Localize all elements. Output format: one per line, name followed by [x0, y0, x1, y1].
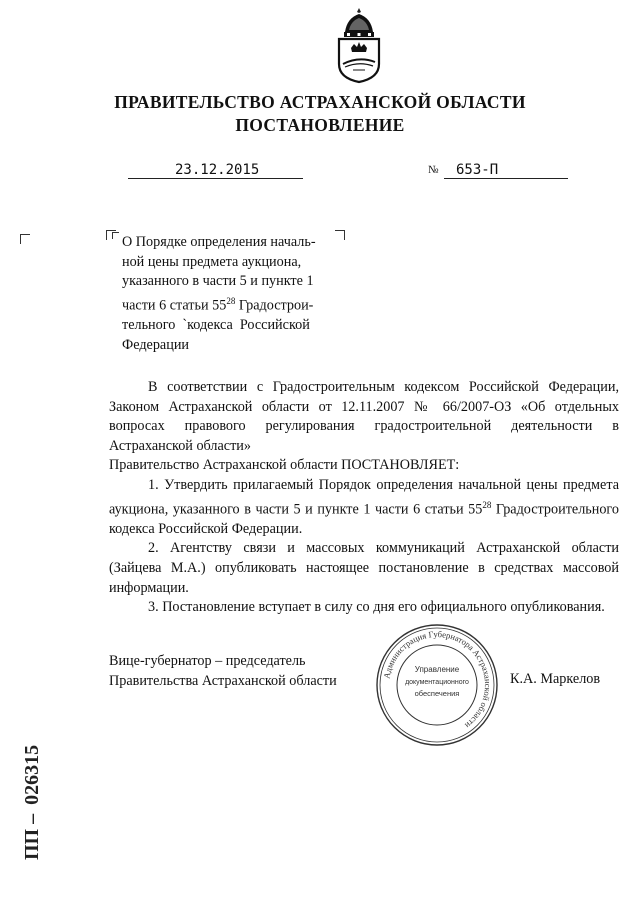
number-underline: [444, 178, 568, 179]
document-number: 653-П: [456, 162, 499, 178]
number-sign: №: [428, 164, 439, 176]
signer-title-line: Правительства Астраханской области: [109, 672, 337, 689]
margin-corner-mark: [20, 234, 30, 244]
item-1-paragraph: 1. Утвердить прилагаемый Порядок определения начальной цены предмета аукциона, указанного в части 5 и пункте 1 части 6 статьи $55^{28}$ Градостроительного кодекса Российской Федерации.: [109, 476, 619, 537]
coat-of-arms-emblem: [329, 6, 389, 84]
stamp-center-line: документационного: [405, 679, 469, 686]
signer-name: К.А. Маркелов: [510, 671, 601, 687]
subject-line: ной цены предмета аукциона,: [122, 253, 302, 270]
preamble-paragraph: В соответствии с Градостроительным кодексом Российской Федерации, Законом Астраханской области от 12.11.2007 № 66/2007-ОЗ «Об отдельных вопросах правового регулирования градостроительной деятельности в Астраханской области»: [109, 379, 619, 454]
stamp-center-line: Управление: [414, 665, 460, 674]
item-2-paragraph: 2. Агентству связи и массовых коммуникаций Астраханской области (Зайцева М.А.) опубликовать настоящее постановление в средствах массовой информации.: [109, 540, 619, 596]
item-3-paragraph: 3. Постановление вступает в силу со дня его официального опубликования.: [148, 599, 605, 616]
subject-line: О Порядке определения началь-: [122, 234, 316, 250]
stamp-center-line: обеспечения: [414, 689, 460, 698]
date-underline: [128, 178, 303, 179]
signer-title-line: Вице-губернатор – председатель: [109, 653, 306, 669]
document-subject: [122, 233, 336, 355]
resolves-paragraph: Правительство Астраханской области ПОСТАНОВЛЯЕТ:: [109, 457, 460, 474]
serial-number: 026315: [21, 744, 43, 805]
signer-title: [109, 652, 337, 691]
document-date: 23.12.2015: [175, 162, 260, 178]
serial-prefix: ПП –: [21, 813, 43, 860]
stamp-ring-text: Администрация Губернатора Астраханской области: [381, 628, 494, 731]
subject-line: Федерации: [122, 336, 190, 353]
document-type-title: ПОСТАНОВЛЕНИЕ: [235, 115, 405, 135]
subject-line: указанного в части 5 и пункте 1: [122, 273, 314, 290]
serial-number-vertical: [14, 690, 46, 865]
subject-line: части 6 статьи $55^{28}$ Градострои-: [122, 295, 314, 314]
subject-corner-mark-right: [335, 230, 345, 240]
subject-line: тельного ˋкодекса Российской: [122, 317, 310, 334]
organization-title: ПРАВИТЕЛЬСТВО АСТРАХАНСКОЙ ОБЛАСТИ: [114, 92, 526, 112]
document-body: [109, 378, 619, 618]
subject-corner-mark-left-inner: [112, 232, 119, 239]
official-round-stamp: [374, 622, 500, 748]
svg-text:ПП – 026315: [21, 745, 43, 860]
